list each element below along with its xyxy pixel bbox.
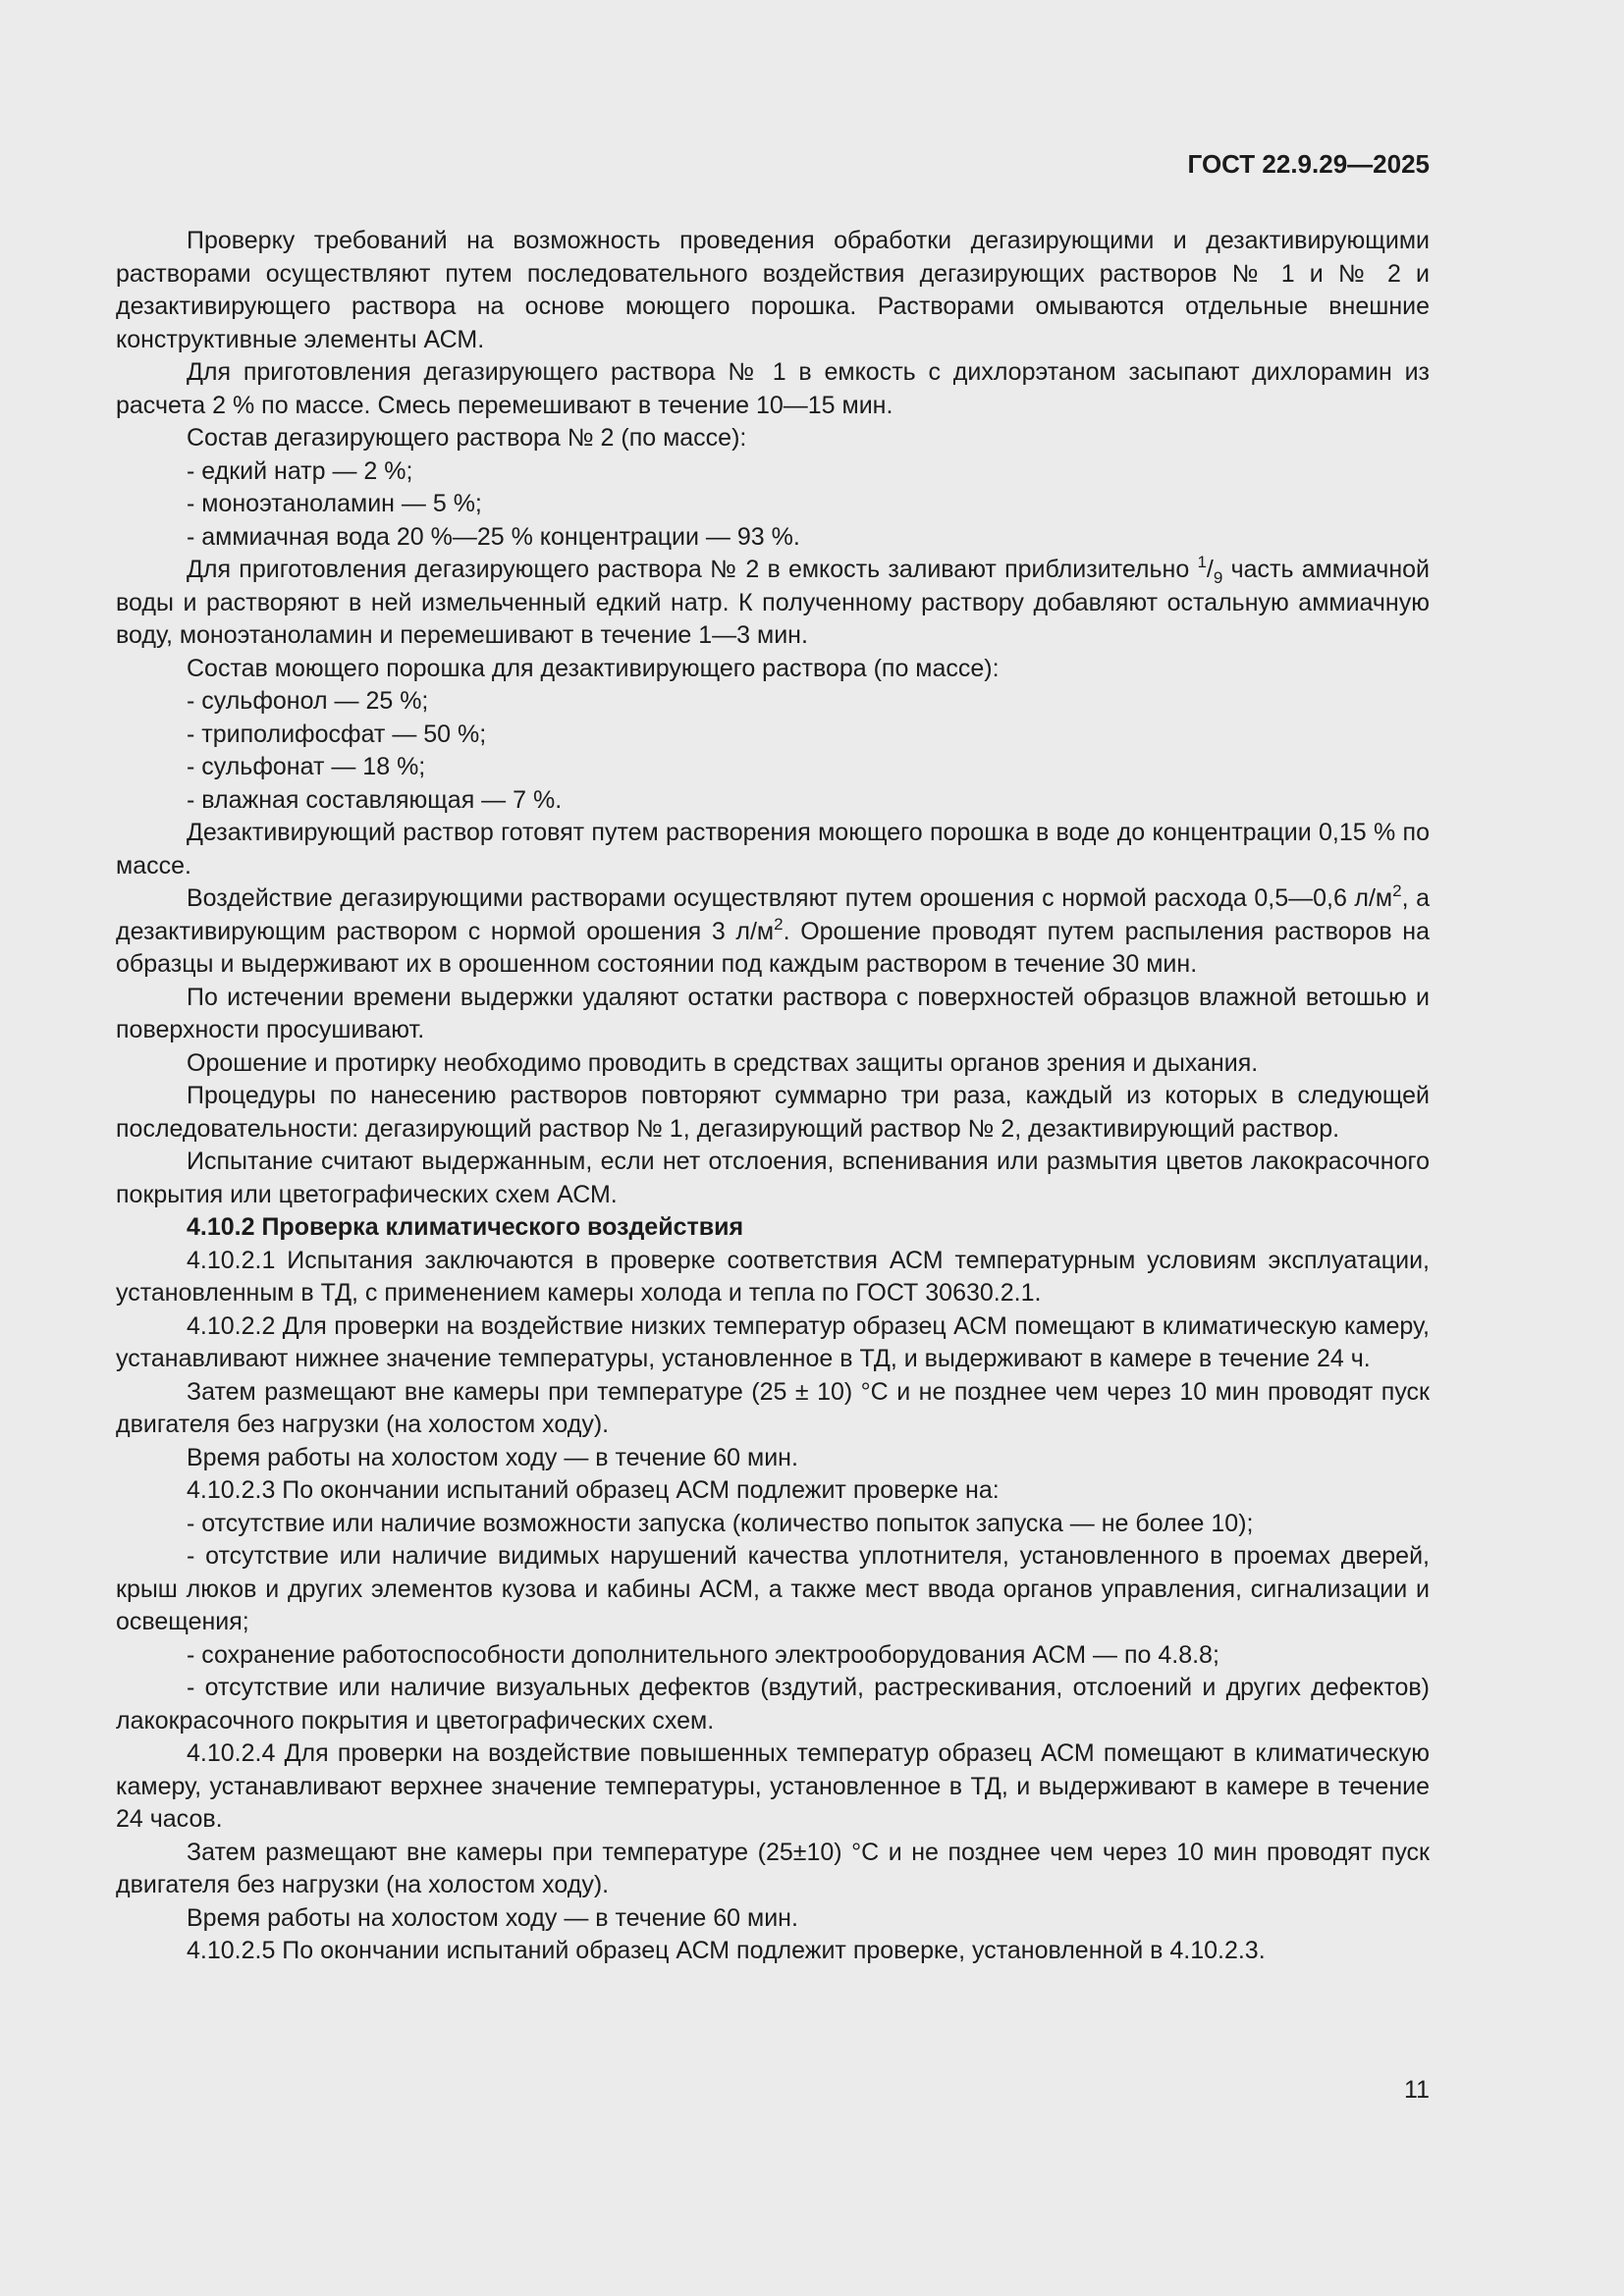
superscript: 2 [774,914,784,934]
text-run: Воздействие дегазирующими растворами осуществляют путем орошения с нормой расхода 0,5—0,6 л/м [187,884,1393,912]
list-item: - аммиачная вода 20 %—25 % концентрации — 93 %. [187,522,800,551]
paragraph: Состав моющего порошка для дезактивирующего раствора (по массе): [187,654,1000,682]
document-header: ГОСТ 22.9.29—2025 [1187,149,1430,179]
list-item: - отсутствие или наличие видимых нарушений качества уплотнителя, установленного в проемах дверей, крыш люков и других элементов кузова и кабины АСМ, а также мест ввода органов управления, сигнализации и освещения; [116,1542,1430,1635]
paragraph: 4.10.2.4 Для проверки на воздействие повышенных температур образец АСМ помещают в климатическую камеру, устанавливают верхнее значение температуры, установленное в ТД, и выдерживают в камере в течение 24 часов. [116,1739,1430,1833]
paragraph: Для приготовления дегазирующего раствора № 1 в емкость с дихлорэтаном засыпают дихлорамин из расчета 2 % по массе. Смесь перемешивают в течение 10—15 мин. [116,358,1430,419]
paragraph: Процедуры по нанесению растворов повторяют суммарно три раза, каждый из которых в следующей последовательности: дегазирующий раствор № 1, дегазирующий раствор № 2, дезактивирующий раствор. [116,1082,1430,1143]
fraction-denominator: 9 [1213,568,1223,587]
paragraph: Дезактивирующий раствор готовят путем растворения моющего порошка в воде до концентрации 0,15 % по массе. [116,819,1430,880]
paragraph: Время работы на холостом ходу — в течение 60 мин. [187,1443,798,1471]
list-item: - сохранение работоспособности дополнительного электрооборудования АСМ — по 4.8.8; [187,1640,1219,1669]
page-number: 11 [1404,2076,1430,2104]
fraction-slash: / [1206,556,1214,583]
paragraph: По истечении времени выдержки удаляют остатки раствора с поверхностей образцов влажной ветошью и поверхности просушивают. [116,983,1430,1043]
fraction-numerator: 1 [1197,553,1207,571]
text-run: , а дезактивирующим раствором с нормой орошения 3 л/м [116,884,1430,945]
paragraph [116,554,1430,653]
list-item: - сульфонат — 18 %; [187,753,426,780]
fraction [1197,553,1223,587]
paragraph: Орошение и протирку необходимо проводить в средствах защиты органов зрения и дыхания. [187,1048,1259,1077]
paragraph: 4.10.2.5 По окончании испытаний образец АСМ подлежит проверке, установленной в 4.10.2.3. [187,1937,1266,1964]
paragraph: 4.10.2.3 По окончании испытаний образец АСМ подлежит проверке на: [187,1476,1000,1504]
paragraph: Затем размещают вне камеры при температуре (25±10) °С и не позднее чем через 10 мин проводят пуск двигателя без нагрузки (на холостом ходу). [116,1838,1430,1898]
paragraph: Затем размещают вне камеры при температуре (25 ± 10) °С и не позднее чем через 10 мин проводят пуск двигателя без нагрузки (на холостом ходу). [116,1377,1430,1438]
section-heading: 4.10.2 Проверка климатического воздействия [187,1213,744,1241]
paragraph: 4.10.2.2 Для проверки на воздействие низких температур образец АСМ помещают в климатическую камеру, устанавливают нижнее значение температуры, установленное в ТД, и выдерживают в камере в течение 24 ч. [116,1311,1430,1372]
paragraph: Состав дегазирующего раствора № 2 (по массе): [187,424,747,452]
list-item: - едкий натр — 2 %; [187,456,413,485]
list-item: - отсутствие или наличие визуальных дефектов (вздутий, растрескивания, отслоений и других дефектов) лакокрасочного покрытия и цветографических схем. [116,1674,1430,1735]
text-run: . Орошение проводят путем распыления растворов на образцы и выдерживают их в орошенном состоянии под каждым раствором в течение 30 мин. [116,917,1430,978]
paragraph: Время работы на холостом ходу — в течение 60 мин. [187,1903,798,1932]
list-item: - моноэтаноламин — 5 %; [187,490,482,517]
document-body [116,225,1430,1968]
list-item: - сульфонол — 25 %; [187,687,429,715]
list-item: - влажная составляющая — 7 %. [187,785,563,814]
paragraph: Испытание считают выдержанным, если нет отслоения, вспенивания или размытия цветов лакокрасочного покрытия или цветографических схем АСМ. [116,1148,1430,1208]
text-run: часть аммиачной воды и растворяют в ней измельченный едкий натр. К полученному раствору добавляют остальную аммиачную воду, моноэтаноламин и перемешивают в течение 1—3 мин. [116,556,1430,649]
list-item: - отсутствие или наличие возможности запуска (количество попыток запуска — не более 10); [187,1509,1254,1537]
paragraph: Проверку требований на возможность проведения обработки дегазирующими и дезактивирующими растворами осуществляют путем последовательного воздействия дегазирующих растворов № 1 и № 2 и дезактивирующего раствора на основе моющего порошка. Растворами омываются отдельные внешние конструктивные элементы АСМ. [116,227,1430,353]
paragraph: 4.10.2.1 Испытания заключаются в проверке соответствия АСМ температурным условиям эксплуатации, установленным в ТД, с применением камеры холода и тепла по ГОСТ 30630.2.1. [116,1246,1430,1307]
superscript: 2 [1392,881,1402,900]
text-run: Для приготовления дегазирующего раствора № 2 в емкость заливают приблизительно [187,556,1198,583]
list-item: - триполифосфат — 50 %; [187,720,487,748]
paragraph [116,882,1430,982]
